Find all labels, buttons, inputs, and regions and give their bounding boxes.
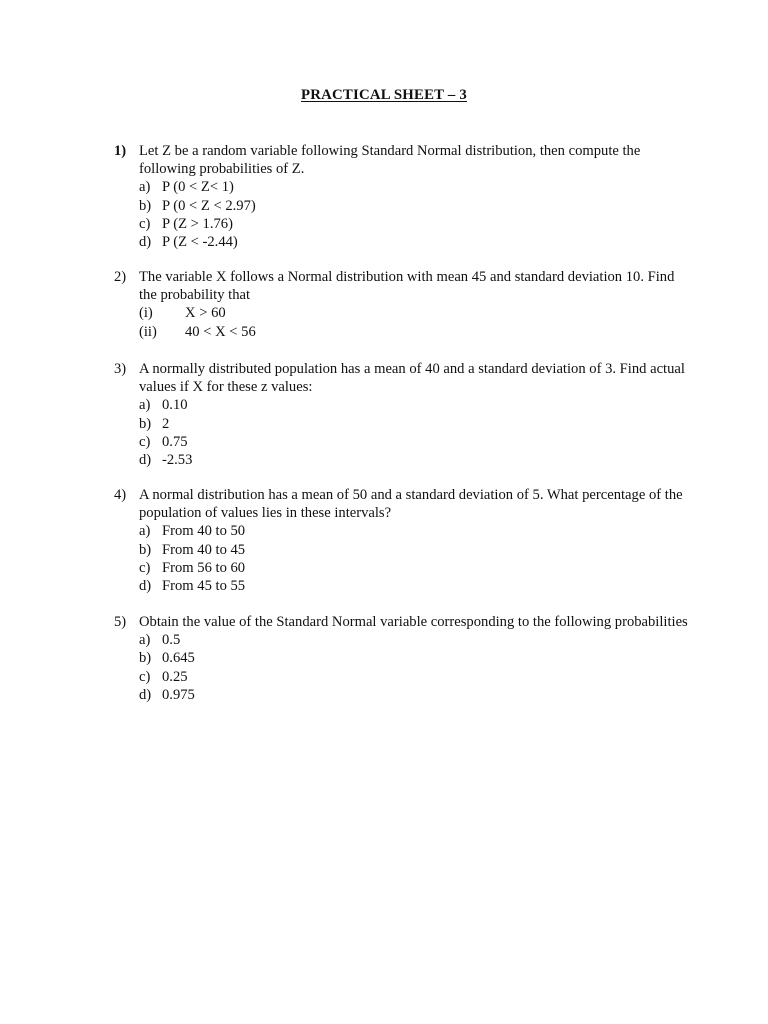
question-2 [114, 268, 694, 341]
option-text: P (0 < Z< 1) [162, 179, 234, 196]
option-text: 2 [162, 415, 170, 432]
question-4-option-b [139, 541, 694, 559]
question-2-option-ii [139, 323, 694, 341]
option-label: d) [139, 233, 152, 250]
question-4-option-d [139, 577, 694, 595]
option-label: b) [139, 415, 152, 432]
option-text: From 40 to 45 [162, 541, 246, 558]
option-text: 0.10 [162, 397, 188, 414]
question-1-option-d [139, 233, 694, 251]
option-text: 40 < X < 56 [185, 323, 256, 340]
option-label: a) [139, 179, 151, 196]
option-text: 0.645 [162, 650, 195, 667]
option-label: c) [139, 559, 151, 576]
page-title: PRACTICAL SHEET – 3 [301, 87, 467, 103]
option-text: 0.5 [162, 632, 181, 649]
question-5-options [139, 631, 694, 704]
question-1-option-c [139, 215, 694, 233]
option-text: From 56 to 60 [162, 559, 246, 576]
question-2-number: 2) [114, 269, 127, 285]
question-5-option-a [139, 631, 694, 649]
question-4-option-a [139, 522, 694, 540]
question-1-option-b [139, 197, 694, 215]
question-1-number: 1) [114, 143, 127, 159]
option-label: d) [139, 577, 152, 594]
question-2-text: The variable X follows a Normal distribution with mean 45 and standard deviation 10. Find the probability that [139, 269, 675, 304]
option-label: c) [139, 433, 151, 450]
question-3-header [114, 360, 694, 396]
option-label: c) [139, 668, 151, 685]
question-2-options [139, 304, 694, 340]
question-1-option-a [139, 178, 694, 196]
question-2-header [114, 268, 694, 304]
question-3-option-d [139, 451, 694, 469]
option-text: X > 60 [185, 305, 226, 322]
question-2-option-i [139, 304, 694, 322]
question-3-options [139, 396, 694, 469]
option-label: a) [139, 632, 151, 649]
question-3-text: A normally distributed population has a mean of 40 and a standard deviation of 3. Find actual values if X for these z values: [139, 361, 685, 396]
option-label: b) [139, 541, 152, 558]
question-1-header [114, 142, 694, 178]
question-4 [114, 486, 694, 595]
question-1 [114, 142, 694, 251]
question-5-option-d [139, 686, 694, 704]
question-4-text: A normal distribution has a mean of 50 and a standard deviation of 5. What percentage of the population of values lies in these intervals? [139, 487, 683, 522]
option-text: From 40 to 50 [162, 523, 246, 540]
question-5-text: Obtain the value of the Standard Normal variable corresponding to the following probabilities [139, 614, 688, 630]
option-text: P (Z < -2.44) [162, 233, 238, 250]
option-label: (ii) [139, 323, 157, 340]
question-5-header [114, 613, 694, 631]
option-label: b) [139, 197, 152, 214]
question-5-option-c [139, 668, 694, 686]
question-4-header [114, 486, 694, 522]
option-label: b) [139, 650, 152, 667]
question-3-option-a [139, 396, 694, 414]
option-text: From 45 to 55 [162, 577, 246, 594]
option-label: c) [139, 215, 151, 232]
question-5 [114, 613, 694, 704]
option-text: P (Z > 1.76) [162, 215, 233, 232]
option-text: 0.75 [162, 433, 188, 450]
question-3-option-c [139, 433, 694, 451]
option-label: (i) [139, 305, 153, 322]
option-text: -2.53 [162, 451, 193, 468]
option-text: 0.25 [162, 668, 188, 685]
option-label: a) [139, 397, 151, 414]
option-text: 0.975 [162, 686, 195, 703]
question-4-options [139, 522, 694, 595]
question-5-option-b [139, 649, 694, 667]
option-label: d) [139, 686, 152, 703]
option-text: P (0 < Z < 2.97) [162, 197, 256, 214]
question-3 [114, 360, 694, 469]
question-3-number: 3) [114, 361, 127, 377]
question-4-number: 4) [114, 487, 127, 503]
question-5-number: 5) [114, 614, 127, 630]
question-1-text: Let Z be a random variable following Standard Normal distribution, then compute the following probabilities of Z. [139, 143, 641, 178]
question-4-option-c [139, 559, 694, 577]
option-label: d) [139, 451, 152, 468]
question-3-option-b [139, 415, 694, 433]
option-label: a) [139, 523, 151, 540]
question-1-options [139, 178, 694, 251]
